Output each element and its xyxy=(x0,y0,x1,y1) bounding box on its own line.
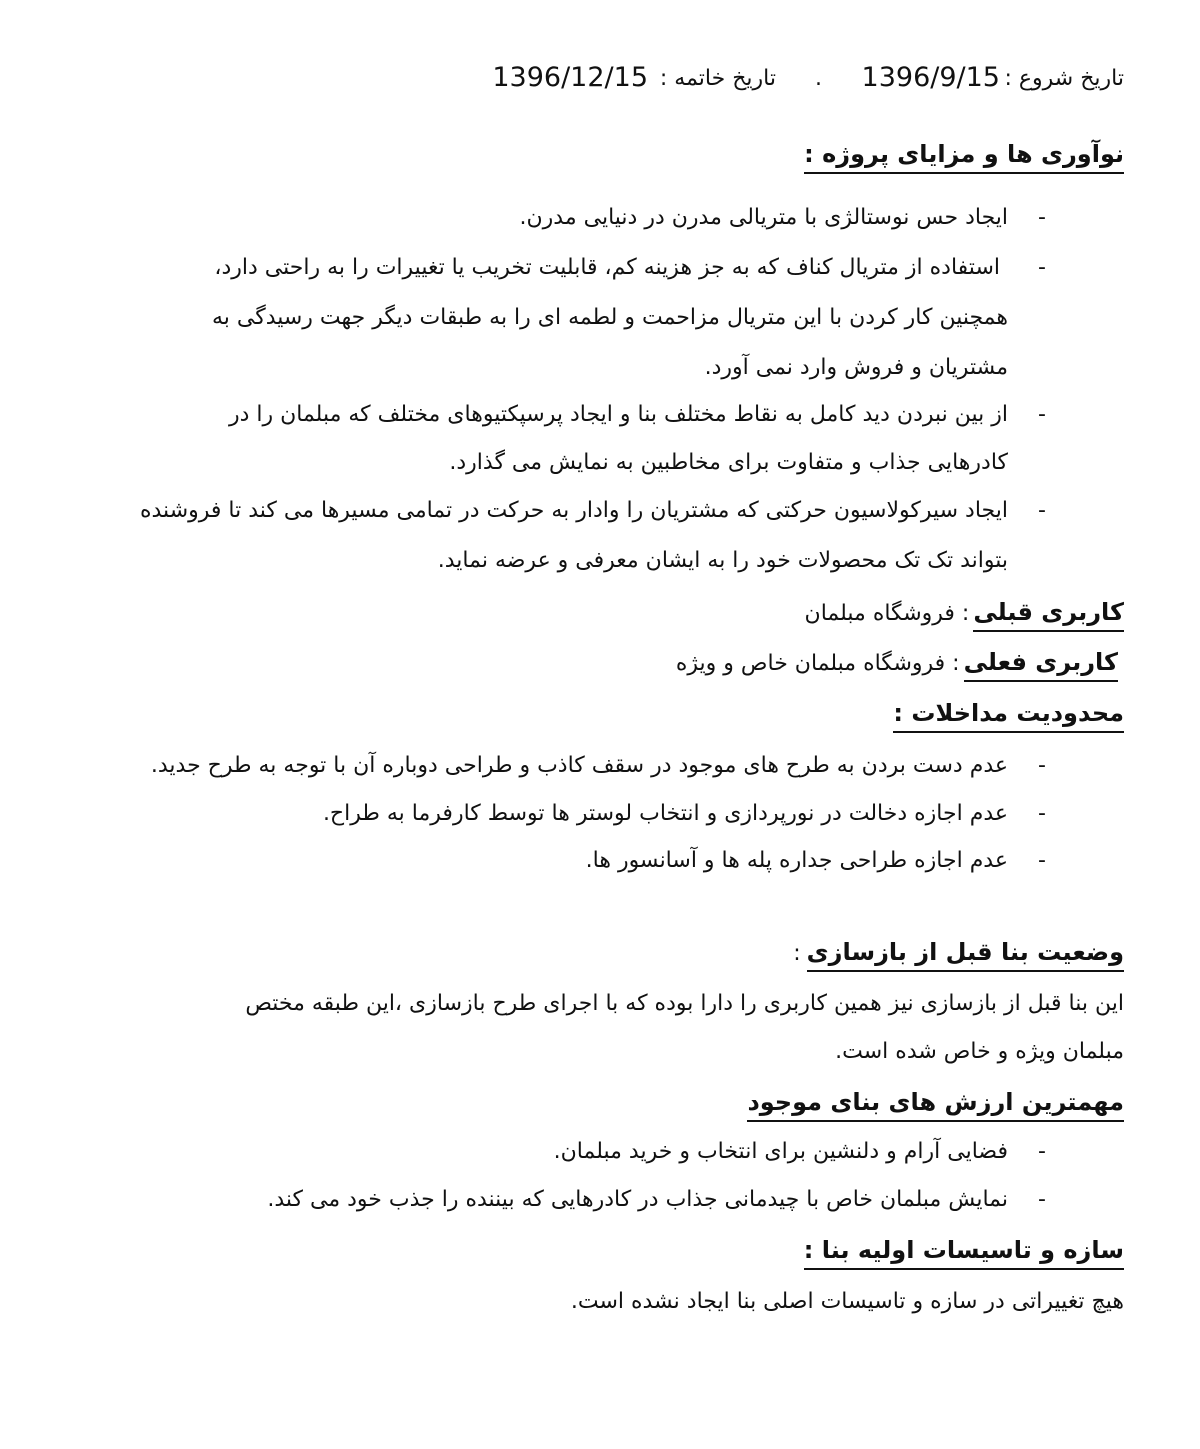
innovation-item-3-line-2: کادرهایی جذاب و متفاوت برای مخاطبین به نمایش می گذارد. xyxy=(449,450,1008,475)
status-before-colon: : xyxy=(793,941,801,966)
bullet-dash: - xyxy=(1038,753,1046,778)
values-item-2: نمایش مبلمان خاص با چیدمانی جذاب در کادرهایی که بیننده را جذب خود می کند. xyxy=(267,1187,1008,1212)
innovation-item-1-line-1: ایجاد حس نوستالژی با متریالی مدرن در دنیایی مدرن. xyxy=(519,205,1008,230)
values-item-1: فضایی آرام و دلنشین برای انتخاب و خرید مبلمان. xyxy=(553,1139,1008,1164)
previous-use-row xyxy=(805,596,1124,632)
innovation-item-2-line-2: همچنین کار کردن با این متریال مزاحمت و لطمه ای را به طبقات دیگر جهت رسیدگی به xyxy=(211,305,1008,330)
innovations-heading: نوآوری ها و مزایای پروژه : xyxy=(804,138,1124,174)
bullet-dash: - xyxy=(1038,801,1046,826)
restriction-item-3: عدم اجازه طراحی جداره پله ها و آسانسور ها. xyxy=(585,848,1008,873)
bullet-dash: - xyxy=(1038,402,1046,427)
innovation-item-2-line-3: مشتریان و فروش وارد نمی آورد. xyxy=(704,355,1008,380)
values-heading: مهمترین ارزش های بنای موجود xyxy=(747,1086,1124,1122)
innovation-item-2-line-1: استفاده از متریال کناف که به جز هزینه کم، قابلیت تخریب یا تغییرات را به راحتی دارد، xyxy=(214,255,1000,280)
date-separator: . xyxy=(815,66,822,91)
status-before-heading: وضعیت بنا قبل از بازسازی xyxy=(807,936,1124,972)
status-before-row xyxy=(793,936,1124,972)
structure-heading: سازه و تاسیسات اولیه بنا : xyxy=(804,1234,1124,1270)
status-before-line-1: این بنا قبل از بازسازی نیز همین کاربری را دارا بوده که با اجرای طرح بازسازی ،این طبقه مختص xyxy=(245,991,1124,1016)
bullet-dash: - xyxy=(1038,255,1046,280)
restriction-item-1: عدم دست بردن به طرح های موجود در سقف کاذب و طراحی دوباره آن با توجه به طرح جدید. xyxy=(150,753,1008,778)
innovation-item-3-line-1: از بین نبردن دید کامل به نقاط مختلف بنا و ایجاد پرسپکتیوهای مختلف که مبلمان را در xyxy=(228,402,1008,427)
structure-text: هیچ تغییراتی در سازه و تاسیسات اصلی بنا ایجاد نشده است. xyxy=(570,1289,1124,1314)
bullet-dash: - xyxy=(1038,848,1046,873)
innovation-item-4-line-2: بتواند تک تک محصولات خود را به ایشان معرفی و عرضه نماید. xyxy=(437,548,1008,573)
end-date-value: 1396/12/15 xyxy=(492,62,648,93)
bullet-dash: - xyxy=(1038,205,1046,230)
innovation-item-4-line-1: ایجاد سیرکولاسیون حرکتی که مشتریان را وادار به حرکت در تمامی مسیرها می کند تا فروشنده xyxy=(139,498,1008,523)
previous-use-label: کاربری قبلی xyxy=(973,596,1124,632)
end-date-label: تاریخ خاتمه : xyxy=(659,66,776,91)
bullet-dash: - xyxy=(1038,1139,1046,1164)
status-before-line-2: مبلمان ویژه و خاص شده است. xyxy=(835,1039,1124,1064)
restriction-item-2: عدم اجازه دخالت در نورپردازی و انتخاب لوستر ها توسط کارفرما به طراح. xyxy=(322,801,1008,826)
bullet-dash: - xyxy=(1038,1187,1046,1212)
bullet-dash: - xyxy=(1038,498,1046,523)
current-use-value: : فروشگاه مبلمان خاص و ویژه xyxy=(675,651,960,676)
start-date-label: تاریخ شروع : xyxy=(1004,66,1124,91)
start-date-value: 1396/9/15 xyxy=(861,62,1000,93)
current-use-row xyxy=(676,646,1118,682)
restrictions-heading: محدودیت مداخلات : xyxy=(893,697,1124,733)
current-use-label: کاربری فعلی xyxy=(964,646,1118,682)
previous-use-value: : فروشگاه مبلمان xyxy=(804,601,970,626)
